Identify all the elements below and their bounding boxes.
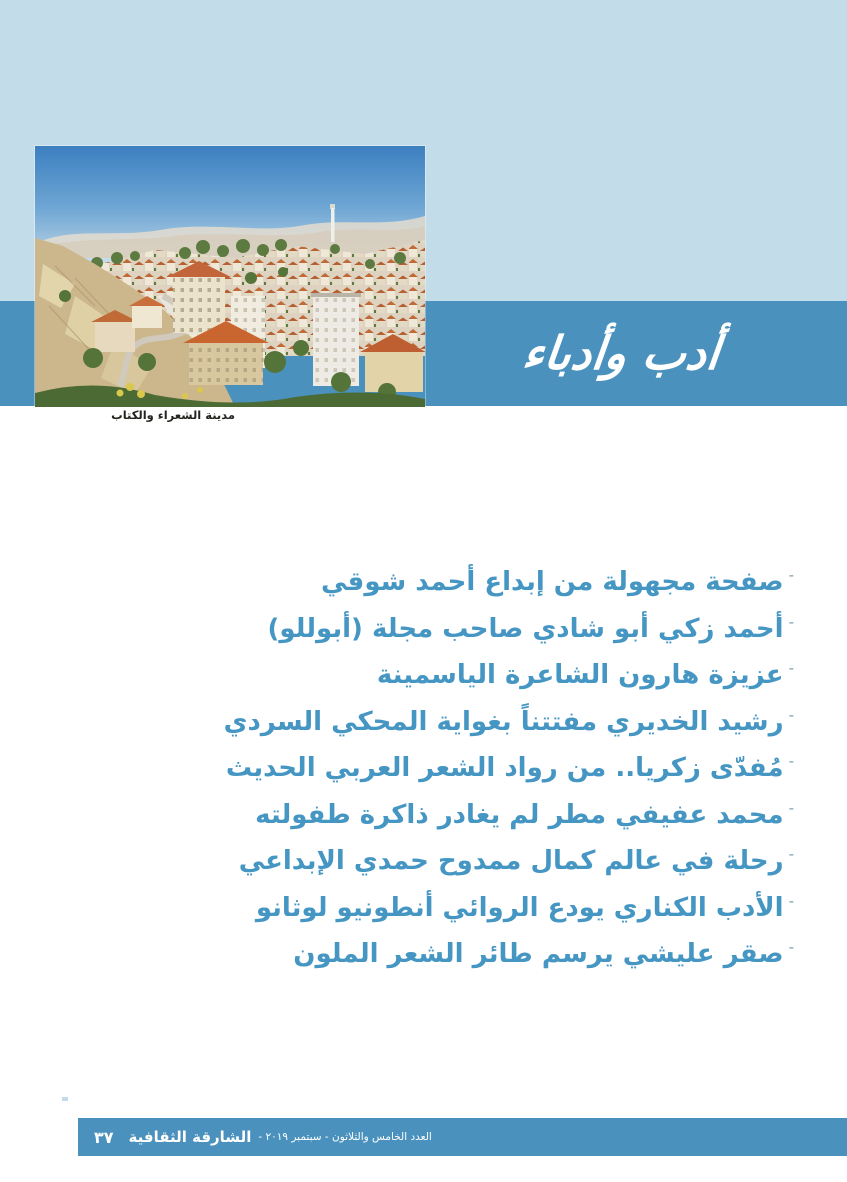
toc-item-label: صفحة مجهولة من إبداع أحمد شوقي [320, 567, 784, 597]
toc-item-label: صقر عليشي يرسم طائر الشعر الملون [293, 939, 784, 969]
dash-icon: - [788, 938, 794, 956]
photo-caption: مدينة الشعراء والكتاب [111, 408, 235, 422]
toc-item-label: الأدب الكناري يودع الروائي أنطونيو لوثانو [255, 892, 784, 923]
toc-list [90, 561, 794, 980]
footer-issue-info: العدد الخامس والثلاثون - سبتمبر ٢٠١٩ - [258, 1131, 432, 1143]
dash-icon: - [788, 659, 794, 677]
toc-item [90, 654, 794, 701]
toc-item [90, 561, 794, 608]
dash-icon: - [788, 566, 794, 584]
toc-item-label: أحمد زكي أبو شادي صاحب مجلة (أبوللو) [267, 613, 784, 644]
page-number: ٣٧ [94, 1127, 114, 1147]
section-title: أدب وأدباء [519, 326, 723, 380]
toc-item-label: مُفدّى زكريا.. من رواد الشعر العربي الحديث [225, 753, 784, 783]
dash-icon: - [788, 798, 794, 817]
dash-icon: - [788, 752, 794, 770]
toc-item [90, 933, 794, 980]
toc-item [90, 701, 794, 748]
dash-icon: - [788, 705, 794, 724]
city-photo-illustration [35, 146, 425, 407]
toc-item [90, 840, 794, 887]
city-photo [35, 146, 425, 407]
toc-item-label: محمد عفيفي مطر لم يغادر ذاكرة طفولته [255, 799, 784, 830]
toc-item-label: عزيزة هارون الشاعرة الياسمينة [376, 660, 784, 690]
dash-icon: - [788, 891, 794, 910]
toc-item [90, 747, 794, 794]
toc-item-label: رحلة في عالم كمال ممدوح حمدي الإبداعي [238, 846, 784, 876]
toc-item [90, 794, 794, 841]
magazine-logo: الشارقة الثقافية [128, 1128, 252, 1146]
toc-item [90, 608, 794, 655]
dash-icon: - [788, 612, 794, 631]
toc-item [90, 887, 794, 934]
dash-icon: - [788, 845, 794, 863]
footer-band [78, 1118, 847, 1156]
toc-item-label: رشيد الخديري مفتتناً بغواية المحكي السردي [223, 706, 784, 737]
footer-tab-mark [62, 1097, 68, 1101]
